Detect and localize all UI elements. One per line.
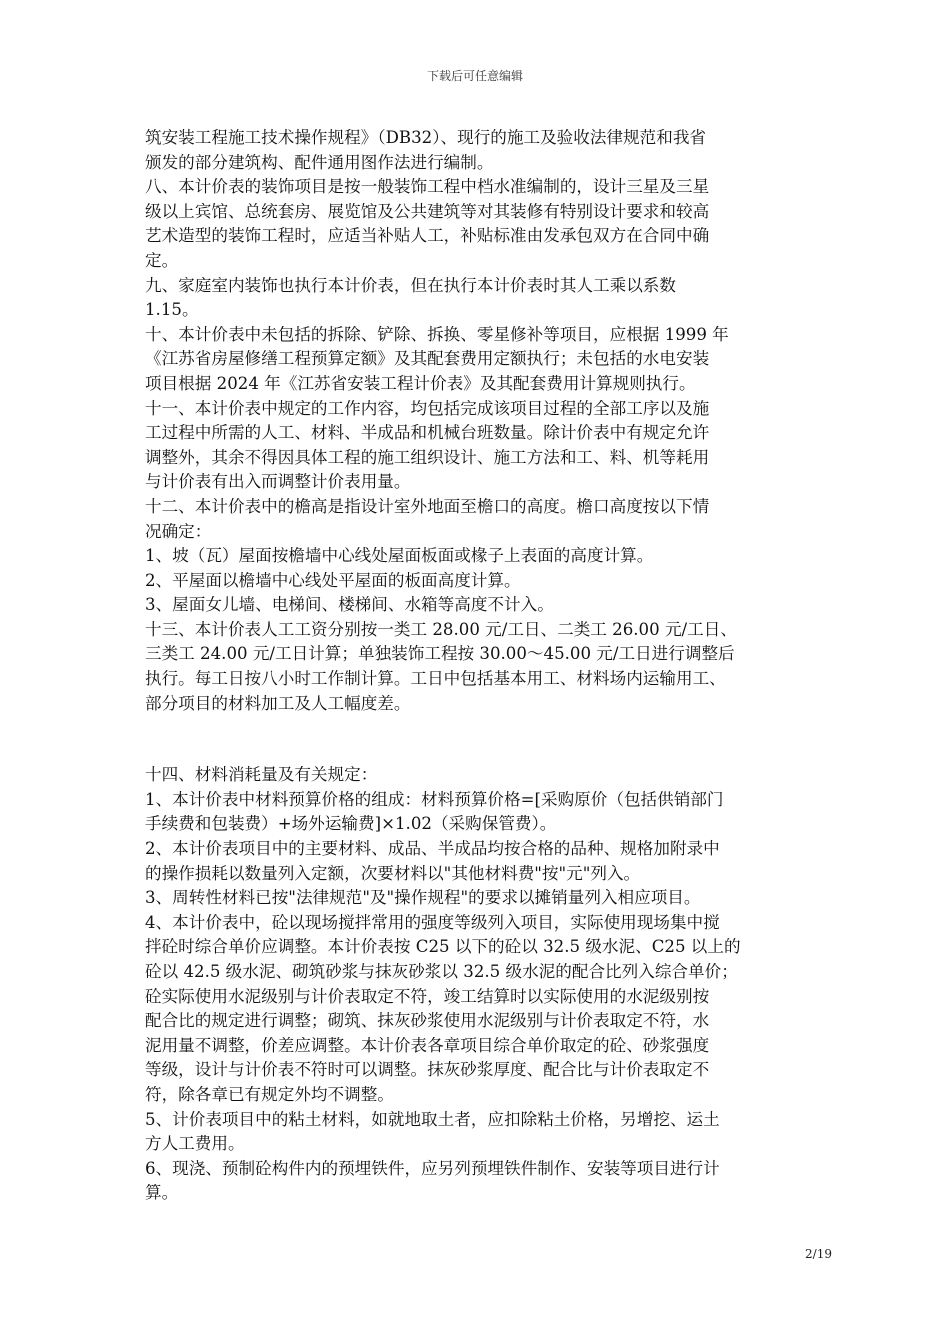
text-line: 1.15。 — [145, 300, 199, 320]
text-line: 级以上宾馆、总统套房、展览馆及公共建筑等对其装修有特别设计要求和较高 — [145, 201, 710, 221]
page-header: 下载后可任意编辑 — [426, 69, 523, 83]
text-line: 6、现浇、预制砼构件内的预埋铁件，应另列预埋铁件制作、安装等项目进行计 — [145, 1158, 720, 1178]
text-line: 三类工 24.00 元/工日计算；单独装饰工程按 30.00～45.00 元/工日进行调整后 — [145, 644, 735, 664]
text-line: 手续费和包装费）+场外运输费]×1.02（采购保管费）。 — [145, 814, 557, 834]
text-line: 十三、本计价表人工工资分别按一类工 28.00 元/工日、二类工 26.00 元/工日、 — [145, 619, 737, 639]
text-line: 2、平屋面以檐墙中心线处平屋面的板面高度计算。 — [145, 570, 521, 590]
text-line: 十一、本计价表中规定的工作内容，均包括完成该项目过程的全部工序以及施 — [145, 398, 710, 418]
text-line: 项目根据 2024 年《江苏省安装工程计价表》及其配套费用计算规则执行。 — [145, 373, 696, 393]
text-line: 定。 — [145, 250, 179, 270]
text-line: 符，除各章已有规定外均不调整。 — [145, 1084, 394, 1104]
text-line: 调整外，其余不得因具体工程的施工组织设计、施工方法和工、料、机等耗用 — [145, 447, 710, 467]
text-line: 况确定： — [145, 521, 212, 541]
text-line: 3、屋面女儿墙、电梯间、楼梯间、水箱等高度不计入。 — [145, 595, 554, 615]
text-line: 砼以 42.5 级水泥、砌筑砂浆与抹灰砂浆以 32.5 级水泥的配合比列入综合单价； — [145, 962, 738, 981]
text-line: 2、本计价表项目中的主要材料、成品、半成品均按合格的品种、规格加附录中 — [145, 839, 720, 859]
text-line: 配合比的规定进行调整；砌筑、抹灰砂浆使用水泥级别与计价表取定不符，水 — [145, 1011, 710, 1031]
document-body — [145, 126, 815, 1206]
text-line: 等级，设计与计价表不符时可以调整。抹灰砂浆厚度、配合比与计价表取定不 — [145, 1060, 710, 1080]
text-line: 九、家庭室内装饰也执行本计价表，但在执行本计价表时其人工乘以系数 — [145, 275, 676, 295]
text-line: 颁发的部分建筑构、配件通用图作法进行编制。 — [145, 152, 494, 172]
text-line: 部分项目的材料加工及人工幅度差。 — [145, 693, 411, 713]
text-line: 十、本计价表中未包括的拆除、铲除、拆换、零星修补等项目，应根据 1999 年 — [145, 324, 729, 344]
text-line: 1、本计价表中材料预算价格的组成：材料预算价格=[采购原价（包括供销部门 — [145, 789, 724, 809]
text-line: 《江苏省房屋修缮工程预算定额》及其配套费用定额执行；未包括的水电安装 — [145, 349, 710, 369]
section-b — [145, 763, 815, 1206]
text-line: 3、周转性材料已按"法律规范"及"操作规程"的要求以摊销量列入相应项目。 — [145, 888, 701, 908]
text-line: 砼实际使用水泥级别与计价表取定不符，竣工结算时以实际使用的水泥级别按 — [145, 986, 710, 1006]
text-line: 1、坡（瓦）屋面按檐墙中心线处屋面板面或椽子上表面的高度计算。 — [145, 546, 654, 566]
text-line: 八、本计价表的装饰项目是按一般装饰工程中档水准编制的，设计三星及三星 — [145, 177, 710, 197]
text-line: 筑安装工程施工技术操作规程》（DB32）、现行的施工及验收法律规范和我省 — [145, 128, 707, 147]
text-line: 十二、本计价表中的檐高是指设计室外地面至檐口的高度。檐口高度按以下情 — [145, 496, 710, 516]
text-line: 5、计价表项目中的粘土材料，如就地取土者，应扣除粘土价格，另增挖、运土 — [145, 1109, 720, 1129]
text-line: 十四、材料消耗量及有关规定： — [145, 765, 378, 785]
text-line: 艺术造型的装饰工程时，应适当补贴人工，补贴标准由发承包双方在合同中确 — [145, 226, 710, 246]
text-line: 拌砼时综合单价应调整。本计价表按 C25 以下的砼以 32.5 级水泥、C25 以上的 — [145, 937, 741, 957]
page-number: 2/19 — [805, 1247, 832, 1261]
text-line: 方人工费用。 — [145, 1134, 245, 1154]
text-line: 算。 — [145, 1183, 179, 1203]
text-line: 的操作损耗以数量列入定额，次要材料以"其他材料费"按"元"列入。 — [145, 863, 641, 883]
text-line: 执行。每工日按八小时工作制计算。工日中包括基本用工、材料场内运输用工、 — [145, 669, 726, 689]
text-line: 4、本计价表中，砼以现场搅拌常用的强度等级列入项目，实际使用现场集中搅 — [145, 912, 720, 932]
section-gap — [145, 716, 815, 763]
text-line: 与计价表有出入而调整计价表用量。 — [145, 472, 411, 492]
text-line: 工过程中所需的人工、材料、半成品和机械台班数量。除计价表中有规定允许 — [145, 423, 710, 443]
text-line: 泥用量不调整，价差应调整。本计价表各章项目综合单价取定的砼、砂浆强度 — [145, 1035, 710, 1055]
section-a — [145, 126, 815, 716]
